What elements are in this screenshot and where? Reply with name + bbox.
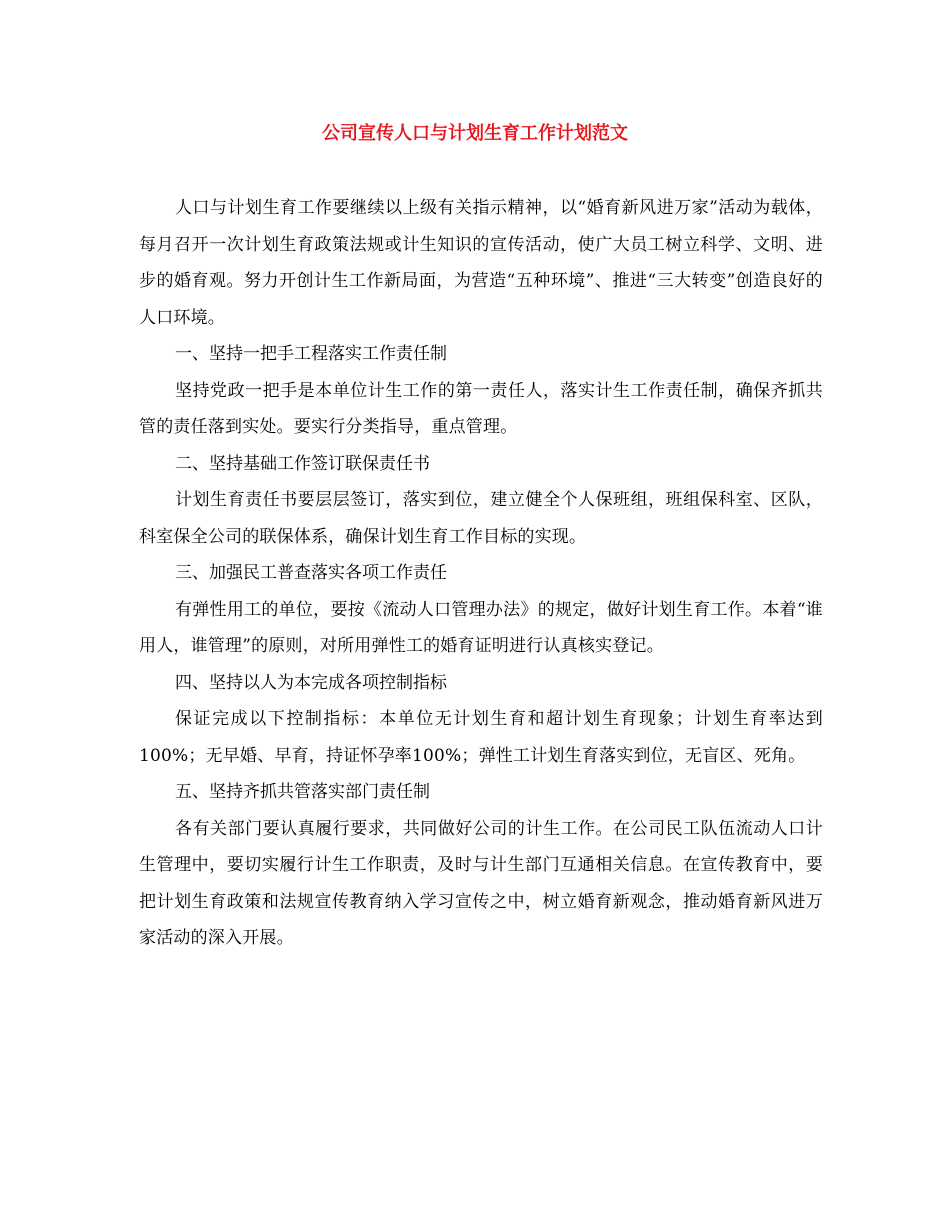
section-heading-4: 四、坚持以人为本完成各项控制指标 <box>175 672 447 693</box>
intro-paragraph: 人口与计划生育工作要继续以上级有关指示精神，以“婚育新风进万家”活动为载体，每月召开一次计划生育政策法规或计生知识的宣传活动，使广大员工树立科学、文明、进步的婚育观。努力开创计生工作新局面，为营造“五种环境”、推进“三大转变”创造良好的人口环境。 <box>139 198 823 328</box>
section-heading-2: 二、坚持基础工作签订联保责任书 <box>175 453 430 474</box>
section-heading-1: 一、坚持一把手工程落实工作责任制 <box>175 344 447 364</box>
section-body-2: 计划生育责任书要层层签订，落实到位，建立健全个人保班组，班组保科室、区队，科室保全公司的联保体系，确保计划生育工作目标的实现。 <box>139 490 823 547</box>
document-body <box>139 190 823 957</box>
document-title: 公司宣传人口与计划生育工作计划范文 <box>322 123 628 144</box>
section-heading-3: 三、加强民工普查落实各项工作责任 <box>175 563 447 583</box>
section-body-4: 保证完成以下控制指标：本单位无计划生育和超计划生育现象；计划生育率达到100%；无早婚、早育，持证怀孕率100%；弹性工计划生育落实到位，无盲区、死角。 <box>139 709 823 766</box>
section-body-1: 坚持党政一把手是本单位计生工作的第一责任人，落实计生工作责任制，确保齐抓共管的责任落到实处。要实行分类指导，重点管理。 <box>139 380 823 437</box>
section-body-5: 各有关部门要认真履行要求，共同做好公司的计生工作。在公司民工队伍流动人口计生管理中，要切实履行计生工作职责，及时与计生部门互通相关信息。在宣传教育中，要把计划生育政策和法规宣传教育纳入学习宣传之中，树立婚育新观念，推动婚育新风进万家活动的深入开展。 <box>139 818 823 948</box>
section-heading-5: 五、坚持齐抓共管落实部门责任制 <box>175 782 430 802</box>
section-body-3: 有弹性用工的单位，要按《流动人口管理办法》的规定，做好计划生育工作。本着“谁用人，谁管理”的原则，对所用弹性工的婚育证明进行认真核实登记。 <box>139 599 823 656</box>
